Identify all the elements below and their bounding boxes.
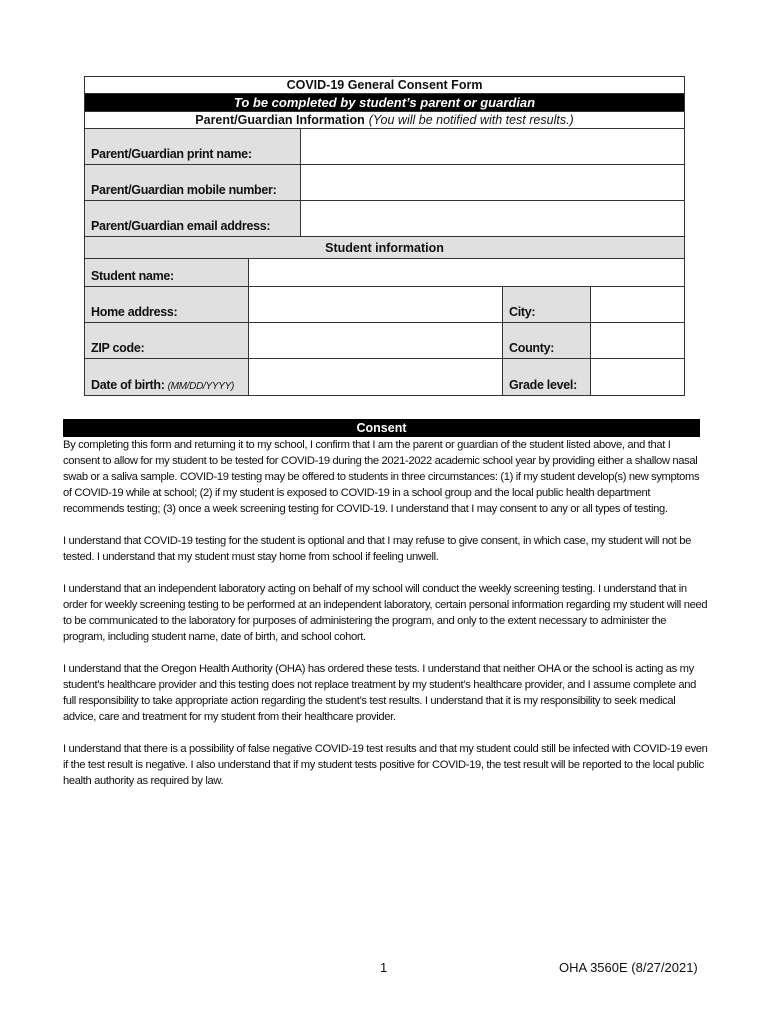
parent-mobile-input[interactable]	[301, 165, 684, 200]
zip-label: ZIP code:	[85, 323, 249, 358]
parent-mobile-label: Parent/Guardian mobile number:	[85, 165, 301, 200]
consent-paragraph: By completing this form and returning it to my school, I confirm that I am the parent or guardian of the student listed above, and that I consent to allow for my student to be tested for COVID-19 during the 2021-2022 academic school year by providing either a shallow nasal swab or a saliva sample. COVID-19 testing may be offered to students in three circumstances: (1) if my student develop(s) new symptoms of COVID-19 while at school; (2) if my student is exposed to COVID-19 in a school group and the local public health department recommends testing; (3) once a week screening testing for COVID-19. I understand that I may consent to any or all types of testing.	[63, 439, 700, 515]
county-input[interactable]	[591, 323, 684, 358]
home-address-label: Home address:	[85, 287, 249, 322]
parent-mobile-row	[85, 165, 684, 201]
home-address-input[interactable]	[249, 287, 503, 322]
consent-paragraph: I understand that COVID-19 testing for the student is optional and that I may refuse to give consent, in which case, my student will not be tested. I understand that my student must stay home from school if feeling unwell.	[63, 535, 691, 563]
zip-input[interactable]	[249, 323, 503, 358]
city-input[interactable]	[591, 287, 684, 322]
parent-email-label: Parent/Guardian email address:	[85, 201, 301, 236]
consent-paragraph: I understand that there is a possibility of false negative COVID-19 test results and that my student could still be infected with COVID-19 even if the test result is negative. I also understand that if my student tests positive for COVID-19, the test result will be reported to the local public health authority as required by law.	[63, 743, 708, 787]
dob-input[interactable]	[249, 359, 503, 395]
grade-input[interactable]	[591, 359, 684, 395]
parent-info-heading: Parent/Guardian Information	[195, 113, 365, 127]
consent-heading: Consent	[63, 419, 700, 437]
form-title: COVID-19 General Consent Form	[85, 77, 684, 94]
parent-info-note: (You will be notified with test results.)	[368, 113, 574, 127]
dob-label: Date of birth:	[91, 378, 165, 392]
page-number: 1	[380, 960, 388, 975]
city-label: City:	[503, 287, 591, 322]
consent-form-table	[84, 76, 685, 396]
student-name-row	[85, 259, 684, 287]
form-subtitle: To be completed by student’s parent or guardian	[85, 94, 684, 112]
consent-paragraph: I understand that the Oregon Health Authority (OHA) has ordered these tests. I understand that neither OHA or the school is acting as my student’s healthcare provider and this testing does not replace treatment by my student’s healthcare provider, and I assume complete and full responsibility to take appropriate action regarding the student’s test results. I understand that it is my responsibility to seek medical advice, care and treatment for my student from their healthcare provider.	[63, 663, 696, 723]
dob-row	[85, 359, 684, 395]
county-label: County:	[503, 323, 591, 358]
parent-email-input[interactable]	[301, 201, 684, 236]
parent-info-heading-row	[85, 112, 684, 129]
dob-label-cell	[85, 359, 249, 395]
zip-row	[85, 323, 684, 359]
consent-paragraph: I understand that an independent laboratory acting on behalf of my school will conduct the weekly screening testing. I understand that in order for weekly screening testing to be performed at an independent laboratory, certain personal information regarding my student will need to be communicated to the laboratory for purposes of administering the program, and only to the extent necessary to administer the program, including student name, date of birth, and school cohort.	[63, 583, 708, 643]
dob-format: (MM/DD/YYYY)	[167, 381, 234, 392]
student-name-label: Student name:	[85, 259, 249, 286]
grade-label: Grade level:	[503, 359, 591, 395]
student-info-heading: Student information	[85, 237, 684, 259]
consent-body	[63, 437, 708, 805]
parent-name-input[interactable]	[301, 129, 684, 164]
address-row	[85, 287, 684, 323]
parent-name-label: Parent/Guardian print name:	[85, 129, 301, 164]
parent-name-row	[85, 129, 684, 165]
parent-email-row	[85, 201, 684, 237]
form-code: OHA 3560E (8/27/2021)	[559, 960, 698, 975]
student-name-input[interactable]	[249, 259, 684, 286]
